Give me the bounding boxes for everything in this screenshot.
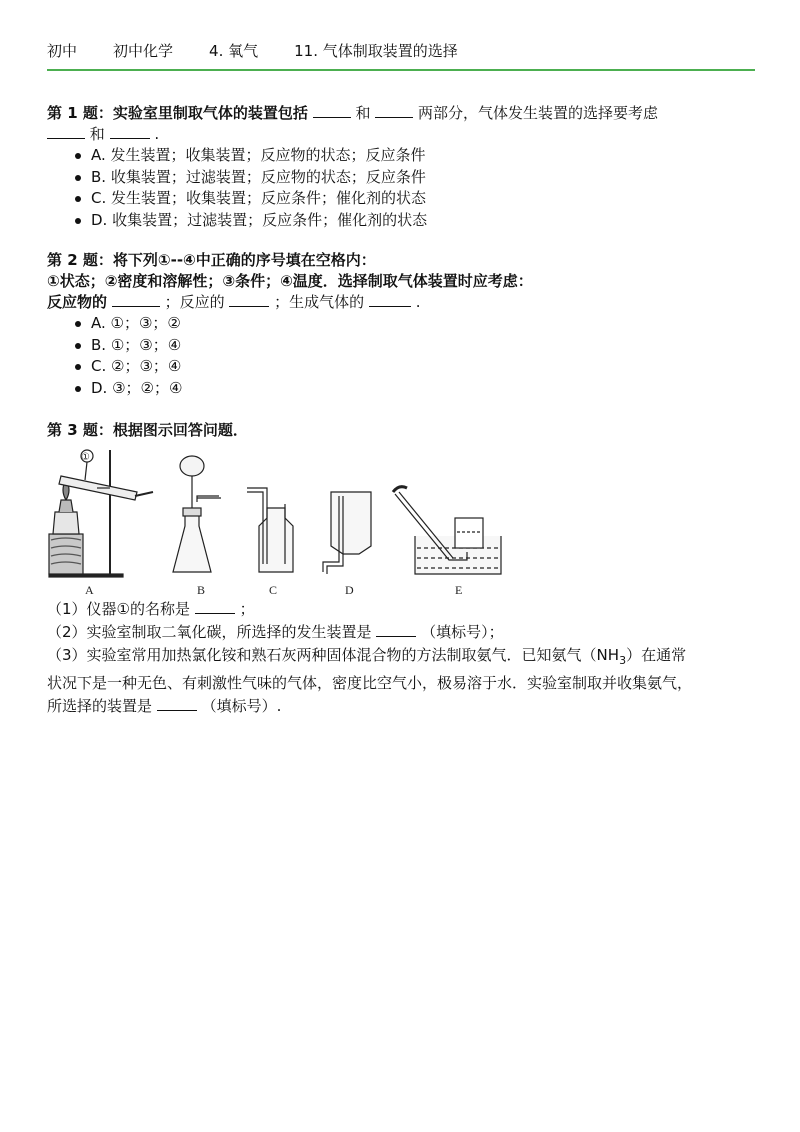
- question-1-stem-line2: [47, 124, 757, 145]
- subquestion-1-text: （1）仪器①的名称是: [47, 600, 190, 618]
- question-3-stem: [47, 420, 757, 441]
- question-2-stem: [47, 250, 757, 271]
- apparatus-c: [247, 488, 293, 572]
- subquestion-1-end: ；: [239, 600, 255, 618]
- subscript: 3: [619, 654, 627, 667]
- question-2-line3: [47, 292, 757, 313]
- figure-label-b: B: [197, 583, 206, 597]
- breadcrumb-chapter[interactable]: 4. 氧气: [209, 42, 259, 60]
- question-2-text-b: ；反应的: [164, 293, 225, 311]
- figure-label-c: C: [269, 583, 278, 597]
- blank[interactable]: [112, 292, 160, 307]
- breadcrumb-level[interactable]: 初中: [47, 42, 78, 60]
- breadcrumb: [47, 40, 753, 62]
- subquestion-3-text-e: （填标号）.: [201, 697, 282, 715]
- header-divider: [47, 69, 755, 71]
- question-2-text-c: ；生成气体的: [274, 293, 365, 311]
- conjunction: 和: [355, 104, 371, 122]
- option-c[interactable]: C. ②；③；④: [47, 356, 757, 378]
- subquestion-2-end: （填标号）；: [421, 623, 504, 641]
- option-a[interactable]: A. 发生装置；收集装置；反应物的状态；反应条件: [47, 145, 757, 167]
- option-b[interactable]: B. ①；③；④: [47, 335, 757, 357]
- figure-label-a: A: [85, 583, 94, 597]
- subquestion-3: [47, 644, 757, 718]
- figure-label-e: E: [455, 583, 463, 597]
- blank[interactable]: [157, 696, 197, 711]
- question-2-label: 第 2 题: [47, 251, 98, 269]
- figure-marker: ①: [81, 452, 90, 463]
- question-1-stem: [47, 103, 757, 124]
- period: .: [415, 293, 421, 311]
- apparatus-d: [323, 492, 371, 574]
- subquestion-3-text-a: （3）实验室常用加热氯化铵和熟石灰两种固体混合物的方法制取氨气．已知氨气（NH: [47, 646, 620, 664]
- apparatus-b: [173, 456, 221, 572]
- option-d[interactable]: D. 收集装置；过滤装置；反应条件；催化剂的状态: [47, 210, 757, 232]
- subquestion-3-text-b: ）在通常: [626, 646, 687, 664]
- question-1: [47, 103, 757, 231]
- question-2: [47, 250, 757, 399]
- breadcrumb-topic[interactable]: 11. 气体制取装置的选择: [294, 42, 458, 60]
- blank[interactable]: [313, 103, 351, 118]
- question-2-text-a: 反应物的: [47, 293, 108, 311]
- conjunction: 和: [89, 125, 105, 143]
- subquestion-2-text: （2）实验室制取二氧化碳，所选择的发生装置是: [47, 623, 372, 641]
- subquestion-3-line1: [47, 644, 757, 672]
- blank[interactable]: [375, 103, 413, 118]
- subquestion-3-line2: 状况下是一种无色、有刺激性气味的气体，密度比空气小，极易溶于水．实验室制取并收集氨气，: [47, 674, 693, 692]
- question-1-text: ：实验室里制取气体的装置包括: [97, 104, 308, 122]
- subquestion-1: [47, 598, 757, 621]
- blank[interactable]: [47, 124, 85, 139]
- figure-label-d: D: [345, 583, 354, 597]
- blank[interactable]: [195, 599, 235, 614]
- question-2-text: ：将下列①--④中正确的序号填在空格内：: [97, 251, 376, 269]
- blank[interactable]: [376, 622, 416, 637]
- breadcrumb-subject[interactable]: 初中化学: [113, 42, 174, 60]
- question-2-line2: ①状态；②密度和溶解性；③条件；④温度．选择制取气体装置时应考虑：: [47, 272, 533, 290]
- question-3-text: ：根据图示回答问题．: [97, 421, 248, 439]
- period: .: [154, 125, 160, 143]
- subquestion-2: [47, 621, 757, 644]
- question-3: [47, 420, 757, 441]
- question-2-options: [47, 313, 757, 399]
- subquestion-3-line3: [47, 695, 757, 718]
- option-b[interactable]: B. 收集装置；过滤装置；反应物的状态；反应条件: [47, 167, 757, 189]
- blank[interactable]: [110, 124, 150, 139]
- question-1-options: [47, 145, 757, 231]
- option-d[interactable]: D. ③；②；④: [47, 378, 757, 400]
- option-c[interactable]: C. 发生装置；收集装置；反应条件；催化剂的状态: [47, 188, 757, 210]
- question-1-text-2: 两部分，气体发生装置的选择要考虑: [418, 104, 659, 122]
- subquestion-3-text-d: 所选择的装置是: [47, 697, 153, 715]
- option-a[interactable]: A. ①；③；②: [47, 313, 757, 335]
- apparatus-e: [393, 487, 501, 574]
- apparatus-figure: [47, 448, 507, 598]
- blank[interactable]: [229, 292, 269, 307]
- question-1-label: 第 1 题: [47, 104, 98, 122]
- apparatus-a: [49, 450, 153, 577]
- question-3-label: 第 3 题: [47, 421, 98, 439]
- blank[interactable]: [369, 292, 411, 307]
